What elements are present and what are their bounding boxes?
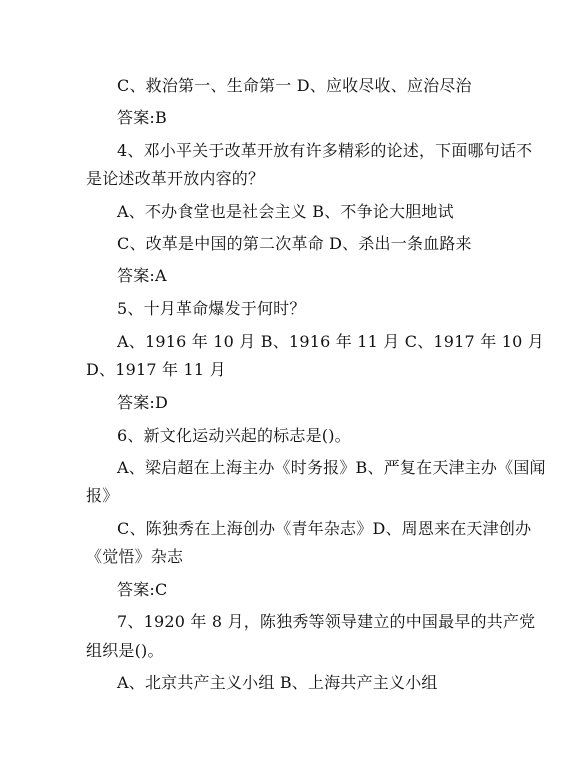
q4-options-cd: C、改革是中国的第二次革命 D、杀出一条血路来 [117,234,472,253]
q6-options-cd-line-2: 《觉悟》杂志 [86,547,184,566]
q5-options-line-2: D、1917 年 11 月 [86,360,226,379]
q7-question-line-2: 组织是()。 [86,641,164,660]
q5-options-line-1: A、1916 年 10 月 B、1916 年 11 月 C、1917 年 10 月 [117,332,544,351]
q4-options-ab: A、不办食堂也是社会主义 B、不争论大胆地试 [117,202,454,221]
q7-question-line-1: 7、1920 年 8 月，陈独秀等领导建立的中国最早的共产党 [117,612,536,631]
q6-answer: 答案:C [117,580,168,599]
q4-answer: 答案:A [117,266,167,285]
q5-answer: 答案:D [117,393,169,412]
q5-question: 5、十月革命爆发于何时？ [117,299,306,318]
q7-options-ab: A、北京共产主义小组 B、上海共产主义小组 [117,673,438,692]
q6-options-cd-line-1: C、陈独秀在上海创办《青年杂志》D、周恩来在天津创办 [117,519,532,538]
q6-options-ab-line-2: 报》 [86,486,119,505]
q3-options-cd: C、救治第一、生命第一 D、应收尽收、应治尽治 [117,76,472,95]
q3-answer: 答案:B [117,108,167,127]
q4-question-line-1: 4、邓小平关于改革开放有许多精彩的论述，下面哪句话不 [117,141,533,160]
q6-options-ab-line-1: A、梁启超在上海主办《时务报》B、严复在天津主办《国闻 [117,458,546,477]
q4-question-line-2: 是论述改革开放内容的？ [86,169,265,188]
q6-question: 6、新文化运动兴起的标志是()。 [117,426,351,445]
